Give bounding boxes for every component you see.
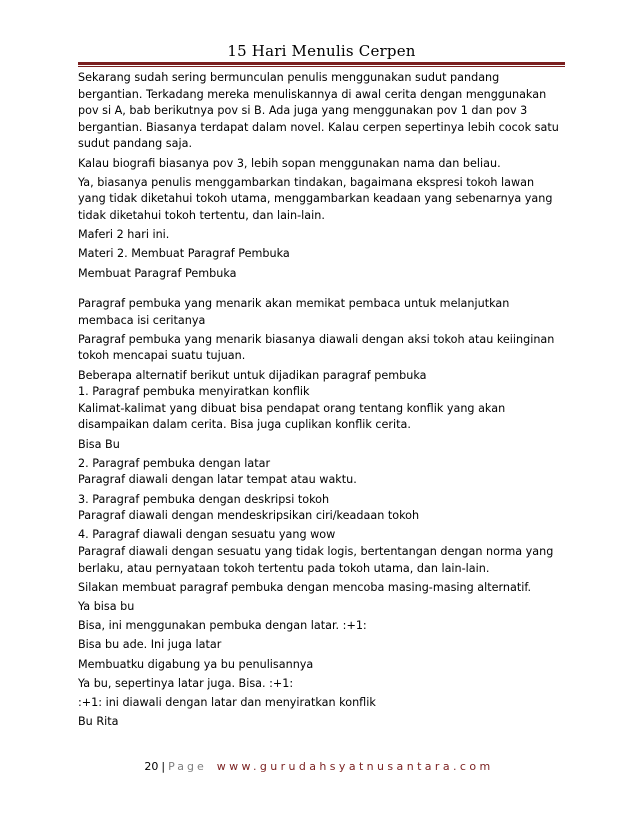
paragraph: Kalimat-kalimat yang dibuat bisa pendapat orang tentang konflik yang akan disampaikan dalam cerita. Bisa juga cuplikan konflik cerita. [78, 401, 506, 432]
paragraph: Materi 2. Membuat Paragraf Pembuka [78, 247, 290, 261]
list-item-heading: 3. Paragraf pembuka dengan deskripsi tokoh [78, 492, 330, 506]
paragraph: Paragraf pembuka yang menarik biasanya diawali dengan aksi tokoh atau keiinginan tokoh mencapai suatu tujuan. [78, 332, 555, 363]
paragraph: Sekarang sudah sering bermunculan penulis menggunakan sudut pandang bergantian. Terkadang mereka menuliskannya di awal cerita dengan menggunakan pov si A, bab berikutnya pov si B. Ada juga yang menggunakan pov 1 dan pov 3 bergantian. Biasanya terdapat dalam novel. Kalau cerpen sepertinya lebih cocok satu sudut pandang saja. [78, 71, 559, 151]
paragraph: Ya bu, sepertinya latar juga. Bisa. :+1: [78, 676, 294, 690]
paragraph: Bu Rita [78, 715, 119, 729]
page-body [78, 70, 565, 731]
paragraph: Kalau biografi biasanya pov 3, lebih sopan menggunakan nama dan beliau. [78, 156, 501, 170]
header-rule-thin [78, 66, 565, 67]
paragraph: Beberapa alternatif berikut untuk dijadikan paragraf pembuka [78, 368, 427, 382]
paragraph: Ya, biasanya penulis menggambarkan tindakan, bagaimana ekspresi tokoh lawan yang tidak diketahui tokoh utama, menggambarkan keadaan yang sebenarnya yang tidak diketahui tokoh tertentu, dan lain-lain. [78, 175, 553, 222]
paragraph: Silakan membuat paragraf pembuka dengan mencoba masing-masing alternatif. [78, 580, 532, 594]
page-footer [0, 760, 638, 773]
list-item-heading: 4. Paragraf diawali dengan sesuatu yang wow [78, 528, 336, 542]
paragraph: Bisa, ini menggunakan pembuka dengan latar. :+1: [78, 619, 367, 633]
page-label: Page [168, 760, 207, 773]
paragraph: Paragraf diawali dengan mendeskripsikan ciri/keadaan tokoh [78, 509, 420, 523]
paragraph: Paragraf diawali dengan sesuatu yang tidak logis, bertentangan dengan norma yang berlaku, atau pernyataan tokoh tertentu pada tokoh utama, dan lain-lain. [78, 544, 554, 575]
footer-separator: | [161, 760, 166, 773]
list-item-heading: 2. Paragraf pembuka dengan latar [78, 456, 271, 470]
paragraph: Membuatku digabung ya bu penulisannya [78, 657, 314, 671]
list-item-heading: 1. Paragraf pembuka menyiratkan konflik [78, 385, 310, 399]
paragraph: Ya bisa bu [78, 599, 135, 613]
paragraph: Bisa bu ade. Ini juga latar [78, 638, 222, 652]
page-number: 20 [144, 760, 159, 773]
header-rule-thick [78, 62, 565, 65]
paragraph: :+1: ini diawali dengan latar dan menyiratkan konflik [78, 695, 376, 709]
paragraph: Paragraf diawali dengan latar tempat atau waktu. [78, 473, 357, 487]
paragraph: Maferi 2 hari ini. [78, 228, 170, 242]
paragraph: Bisa Bu [78, 437, 120, 451]
paragraph: Paragraf pembuka yang menarik akan memikat pembaca untuk melanjutkan membaca isi ceritanya [78, 297, 510, 327]
running-header-title: 15 Hari Menulis Cerpen [227, 42, 416, 60]
paragraph: Membuat Paragraf Pembuka [78, 266, 237, 280]
footer-url-link[interactable]: www.gurudahsyatnusantara.com [216, 760, 494, 773]
